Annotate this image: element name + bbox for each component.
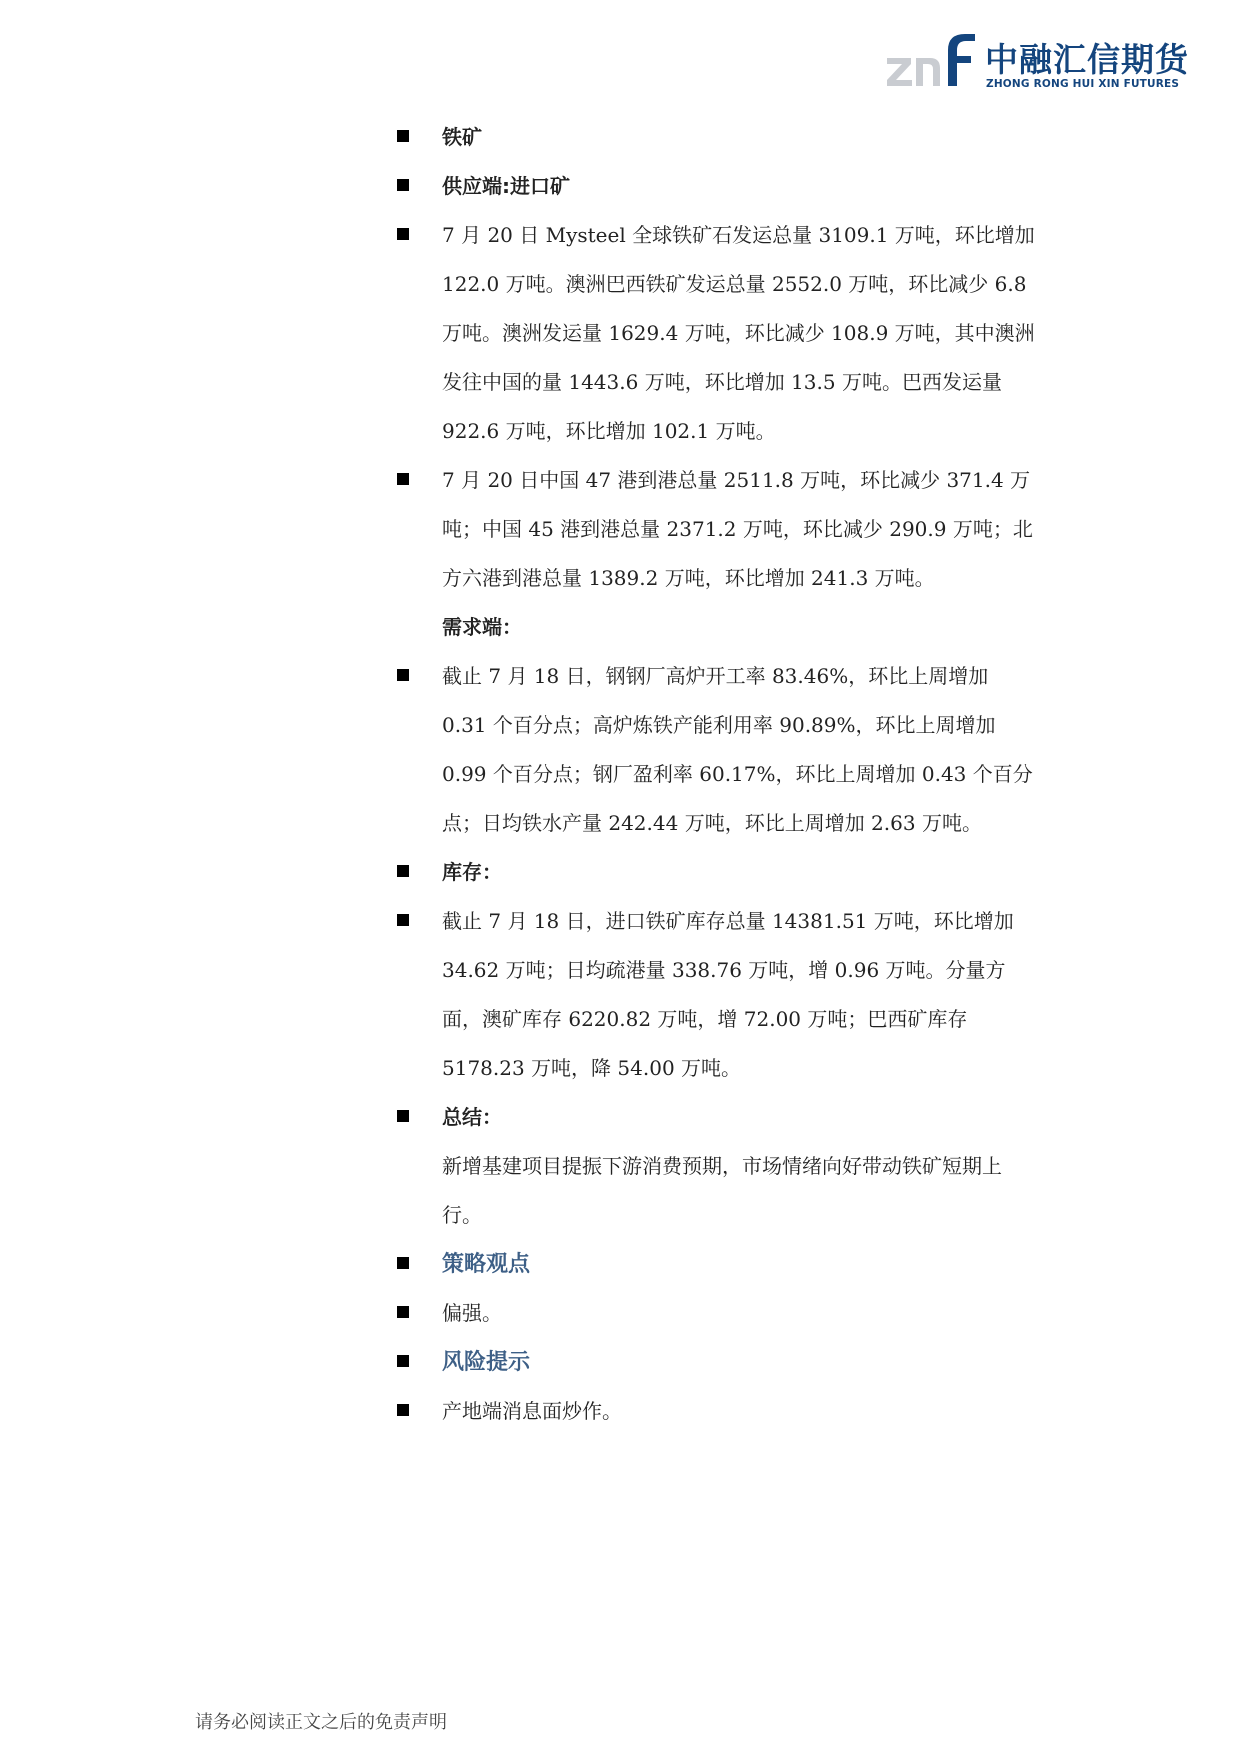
report-item [397, 603, 1037, 652]
square-bullet-icon [397, 669, 409, 681]
report-item [397, 848, 1037, 897]
section-heading: 铁矿 [442, 125, 482, 149]
company-logo [885, 28, 1189, 98]
square-bullet-icon [397, 1404, 409, 1416]
logo-english-name: ZHONG RONG HUI XIN FUTURES [986, 78, 1180, 90]
report-item [397, 897, 1037, 1093]
square-bullet-icon [397, 179, 409, 191]
section-heading: 库存： [442, 860, 502, 884]
square-bullet-icon [397, 1355, 409, 1367]
square-bullet-icon [397, 1257, 409, 1269]
section-heading: 风险提示 [442, 1350, 531, 1375]
paragraph-text: 产地端消息面炒作。 [442, 1399, 622, 1423]
report-item [397, 113, 1037, 162]
square-bullet-icon [397, 130, 409, 142]
report-item [397, 211, 1037, 456]
report-item [397, 1289, 1037, 1338]
report-body [397, 113, 1037, 1436]
paragraph-text: 新增基建项目提振下游消费预期，市场情绪向好带动铁矿短期上行。 [442, 1154, 1002, 1227]
report-item [397, 1338, 1037, 1387]
square-bullet-icon [397, 865, 409, 877]
report-item [397, 1093, 1037, 1142]
section-heading: 策略观点 [442, 1252, 531, 1277]
report-item [397, 162, 1037, 211]
report-item [397, 1240, 1037, 1289]
paragraph-text: 7 月 20 日 Mysteel 全球铁矿石发运总量 3109.1 万吨，环比增加 122.0 万吨。澳洲巴西铁矿发运总量 2552.0 万吨，环比减少 6.8 万吨。澳洲发运量 1629.4 万吨，环比减少 108.9 万吨，其中澳洲发往中国的量 1443.6 万吨，环比增加 13.5 万吨。巴西发运量 922.6 万吨，环比增加 102.1 万吨。 [442, 223, 1035, 443]
square-bullet-icon [397, 473, 409, 485]
section-heading: 需求端： [442, 615, 522, 639]
section-heading: 供应端:进口矿 [442, 174, 570, 198]
square-bullet-icon [397, 228, 409, 240]
paragraph-text: 7 月 20 日中国 47 港到港总量 2511.8 万吨，环比减少 371.4 万吨；中国 45 港到港总量 2371.2 万吨，环比减少 290.9 万吨；北方六港到港总量 1389.2 万吨，环比增加 241.3 万吨。 [442, 468, 1033, 590]
report-item [397, 1142, 1037, 1240]
square-bullet-icon [397, 1306, 409, 1318]
report-item [397, 652, 1037, 848]
report-item [397, 1387, 1037, 1436]
logo-chinese-name: 中融汇信期货 [985, 40, 1189, 79]
report-item [397, 456, 1037, 603]
section-heading: 总结： [442, 1105, 502, 1129]
square-bullet-icon [397, 914, 409, 926]
znf-logo-mark-icon [885, 28, 977, 92]
paragraph-text: 截止 7 月 18 日，进口铁矿库存总量 14381.51 万吨，环比增加 34.62 万吨；日均疏港量 338.76 万吨，增 0.96 万吨。分量方面，澳矿库存 6220.82 万吨，增 72.00 万吨；巴西矿库存 5178.23 万吨，降 54.00 万吨。 [442, 909, 1014, 1080]
paragraph-text: 截止 7 月 18 日，钢钢厂高炉开工率 83.46%，环比上周增加 0.31 个百分点；高炉炼铁产能利用率 90.89%，环比上周增加 0.99 个百分点；钢厂盈利率 60.17%，环比上周增加 0.43 个百分点；日均铁水产量 242.44 万吨，环比上周增加 2.63 万吨。 [442, 664, 1033, 835]
paragraph-text: 偏强。 [442, 1301, 502, 1325]
square-bullet-icon [397, 1110, 409, 1122]
disclaimer-footer: 请务必阅读正文之后的免责声明 [195, 1712, 447, 1733]
